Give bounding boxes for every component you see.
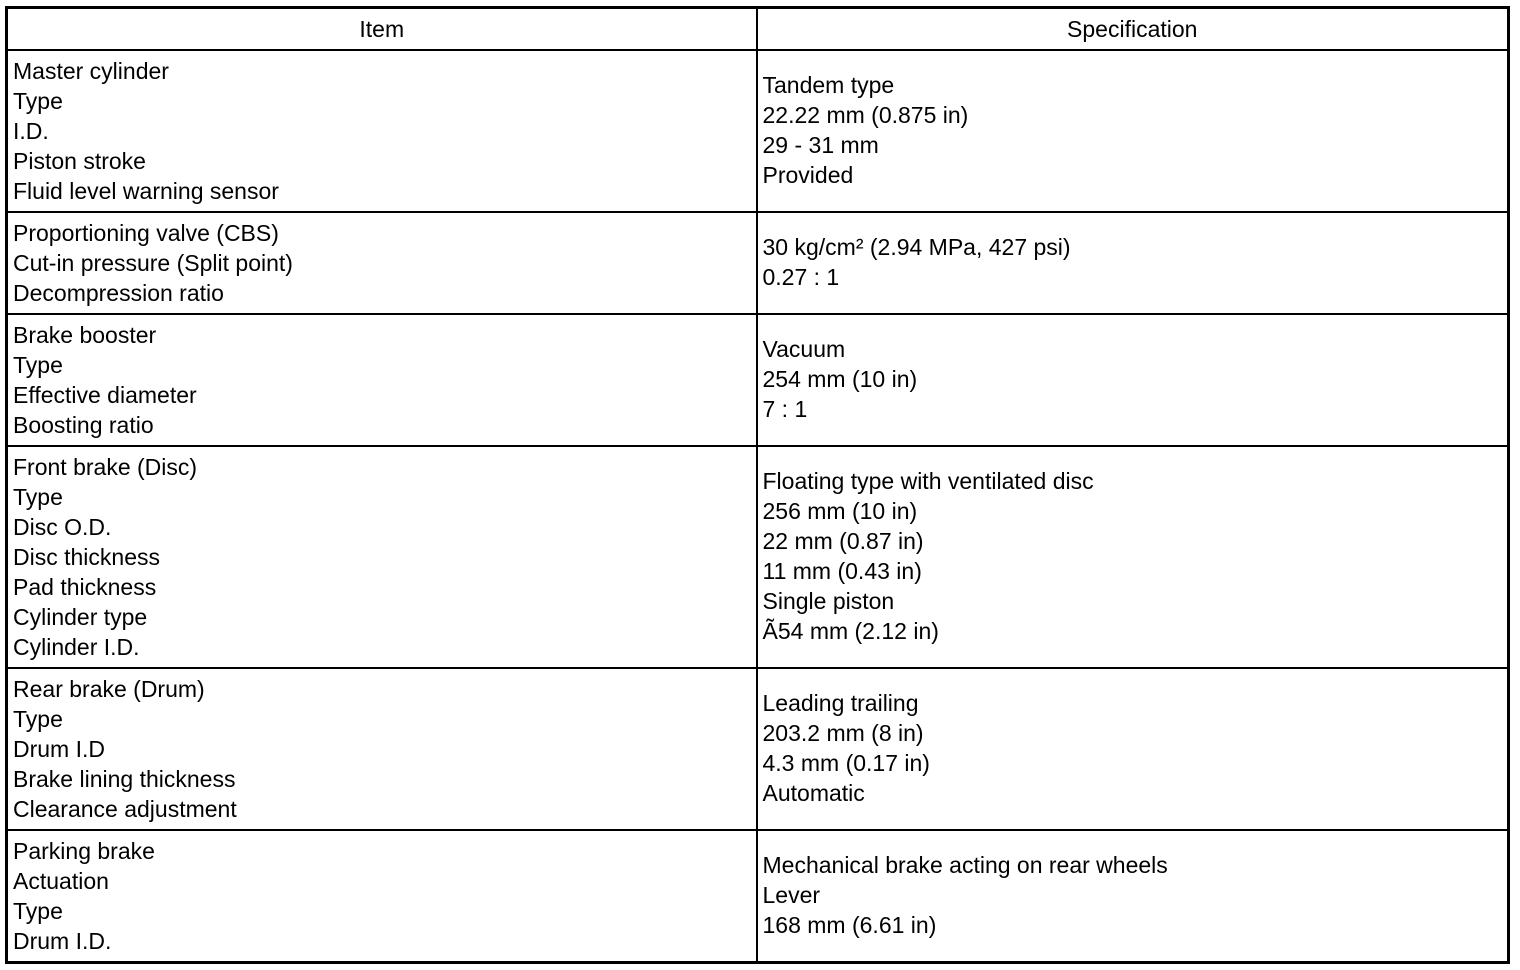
item-label: Clearance adjustment [13, 796, 237, 823]
header-row [7, 8, 1509, 51]
item-label: Boosting ratio [13, 412, 154, 439]
specification-value: 22.22 mm (0.875 in) [762, 102, 969, 128]
item-label: Piston stroke [13, 148, 146, 175]
item-cell [7, 668, 757, 830]
item-label: I.D. [13, 118, 49, 145]
item-label: Cylinder type [13, 604, 148, 631]
specification-value: 168 mm (6.61 in) [762, 912, 937, 939]
item-label: Type [13, 706, 63, 733]
specification-value: 256 mm (10 in) [762, 498, 918, 525]
specification-value: Mechanical brake acting on rear wheels [762, 852, 1168, 879]
item-label: Cut-in pressure (Split point) [13, 250, 293, 277]
specification-value: Tandem type [762, 72, 895, 98]
item-label: Disc O.D. [13, 514, 112, 541]
column-header-item: Item [7, 8, 757, 51]
item-label: Type [13, 88, 63, 115]
specification-value: Automatic [762, 780, 865, 807]
table-row [7, 668, 1509, 830]
specification-cell [757, 668, 1509, 830]
table-row [7, 446, 1509, 668]
item-label: Drum I.D [13, 736, 105, 763]
specification-value: 4.3 mm (0.17 in) [762, 750, 930, 777]
specification-value: Floating type with ventilated disc [762, 468, 1094, 495]
item-group-title: Master cylinder [13, 58, 169, 85]
table-row [7, 50, 1509, 212]
item-label: Type [13, 352, 63, 379]
item-label: Pad thickness [13, 574, 157, 601]
table-body [7, 50, 1509, 963]
item-cell [7, 212, 757, 314]
item-group-title: Rear brake (Drum) [13, 676, 205, 703]
item-label: Cylinder I.D. [13, 634, 140, 661]
item-group-title: Proportioning valve (CBS) [13, 220, 279, 247]
specification-value: 254 mm (10 in) [762, 366, 918, 393]
item-group-title: Front brake (Disc) [13, 454, 198, 481]
item-label: Drum I.D. [13, 928, 112, 955]
specification-cell [757, 830, 1509, 962]
specification-value: Leading trailing [762, 690, 919, 717]
specification-cell [757, 314, 1509, 446]
column-header-specification: Specification [757, 8, 1509, 51]
specification-value: Lever [762, 882, 821, 909]
brake-specification-table [5, 6, 1510, 964]
specification-cell [757, 446, 1509, 668]
specification-value: Provided [762, 162, 854, 188]
item-cell [7, 314, 757, 446]
table-row [7, 830, 1509, 962]
table-row [7, 212, 1509, 314]
specification-value: 7 : 1 [762, 396, 808, 423]
item-label: Fluid level warning sensor [13, 178, 279, 205]
item-label: Type [13, 484, 63, 511]
item-group-title: Brake booster [13, 322, 157, 349]
table-row [7, 314, 1509, 446]
specification-value: Vacuum [762, 336, 846, 363]
item-group-title: Parking brake [13, 838, 155, 865]
item-cell [7, 830, 757, 962]
item-label: Actuation [13, 868, 109, 895]
specification-value: 0.27 : 1 [762, 264, 840, 291]
item-label: Decompression ratio [13, 280, 224, 307]
item-cell [7, 446, 757, 668]
specification-value: 22 mm (0.87 in) [762, 528, 924, 555]
item-label: Disc thickness [13, 544, 160, 571]
specification-cell [757, 212, 1509, 314]
specification-value: Ã54 mm (2.12 in) [762, 618, 939, 645]
item-label: Effective diameter [13, 382, 197, 409]
specification-value: 30 kg/cm² (2.94 MPa, 427 psi) [762, 234, 1071, 261]
item-label: Type [13, 898, 63, 925]
specification-value: 203.2 mm (8 in) [762, 720, 924, 747]
specification-value: 29 - 31 mm [762, 132, 879, 158]
item-cell [7, 50, 757, 212]
specification-cell [757, 50, 1509, 212]
specification-value: Single piston [762, 588, 895, 615]
item-label: Brake lining thickness [13, 766, 236, 793]
specification-value: 11 mm (0.43 in) [762, 558, 922, 585]
